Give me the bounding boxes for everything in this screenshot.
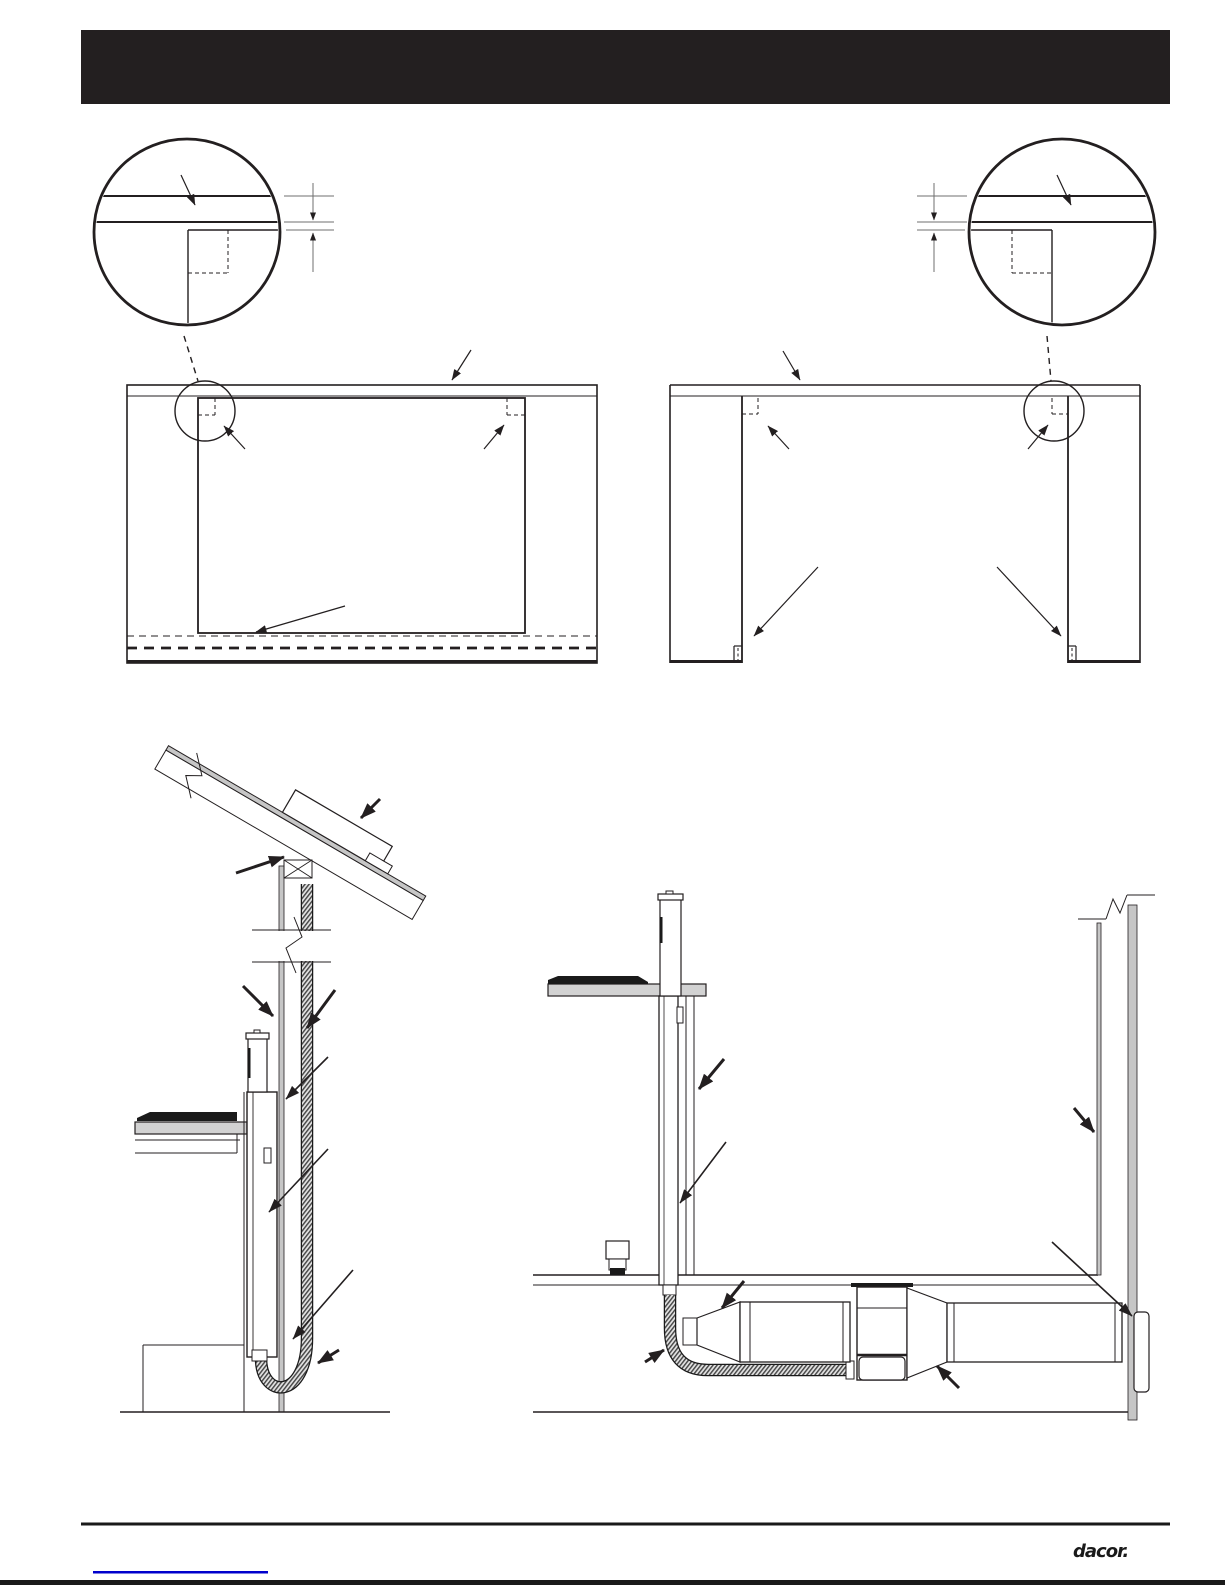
countertop-slab xyxy=(548,984,706,996)
electrical-outlet xyxy=(606,1241,629,1275)
arrow-countertop-edge xyxy=(452,350,471,380)
page-bottom-edge xyxy=(0,1580,1225,1585)
arrow-countertop-edge xyxy=(783,351,800,380)
callout-leader-line xyxy=(184,336,198,381)
arrow-corner-right xyxy=(1028,425,1048,449)
cooktop-profile xyxy=(548,976,648,984)
arrow-leg-right xyxy=(997,567,1061,636)
arrow-vent-body xyxy=(680,1142,726,1203)
arrow-roof-penetration xyxy=(236,857,284,873)
page-footer xyxy=(0,1524,1225,1585)
overlap-dimension xyxy=(917,183,967,272)
arrow-corner-left xyxy=(768,426,789,449)
duct-transition-left xyxy=(697,1302,740,1362)
blower-motor-housing xyxy=(859,1357,905,1380)
counter-cutout-wall-figure xyxy=(127,350,597,663)
arrow-vent-body xyxy=(269,1149,328,1212)
page-title-bar xyxy=(81,30,1170,104)
counter-cutout-open-figure xyxy=(670,351,1140,663)
countertop-slab xyxy=(135,1122,247,1134)
arrow-corner-left xyxy=(224,426,245,449)
cutout-opening xyxy=(198,398,525,633)
arrow-leg-left xyxy=(754,567,818,636)
transition-collar xyxy=(683,1318,697,1345)
countertop-section xyxy=(135,1112,247,1153)
island-countertop xyxy=(548,976,706,996)
wall-break-symbol xyxy=(1106,895,1127,919)
detail-callout-circle xyxy=(175,381,235,441)
downdraft-vent-unit xyxy=(658,891,683,1285)
vent-snorkel xyxy=(660,897,681,996)
corner-notch-dashed-left xyxy=(742,398,758,414)
arrow-duct-elbow xyxy=(645,1350,664,1362)
duct-connector xyxy=(252,1350,267,1361)
footer-link-underline[interactable] xyxy=(93,1571,268,1574)
duct-transition-right xyxy=(907,1288,947,1378)
magnified-detail-left xyxy=(94,139,334,381)
arrow-blower xyxy=(937,1366,959,1388)
arrow-roof-cap xyxy=(361,799,380,818)
vent-body xyxy=(659,996,678,1285)
arrow-support-chase xyxy=(699,1059,724,1089)
cooktop-profile xyxy=(137,1112,237,1121)
arrow-wall xyxy=(1074,1108,1094,1132)
magnified-detail-right xyxy=(917,139,1155,381)
overlap-dimension xyxy=(284,183,334,272)
arrow-corner-right xyxy=(484,425,504,449)
magnifier-circle xyxy=(969,139,1155,325)
underfloor-duct-section-figure xyxy=(533,891,1155,1420)
flex-duct-collar xyxy=(846,1361,854,1379)
vent-support-chase xyxy=(686,996,694,1275)
arrow-wall xyxy=(243,986,273,1016)
inline-blower xyxy=(851,1283,913,1380)
vent-body xyxy=(247,1092,277,1357)
roof-vent-section-figure xyxy=(120,723,439,1412)
corner-notch-dashed-right xyxy=(507,398,525,415)
vent-snorkel xyxy=(248,1036,267,1092)
arrow-cutout-front xyxy=(256,606,345,632)
wall-cap xyxy=(1134,1312,1149,1392)
callout-leader-line xyxy=(1047,336,1051,381)
arrow-duct-u-turn xyxy=(318,1350,339,1363)
dacor-logo: dacor. xyxy=(1073,1541,1129,1562)
downdraft-vent-unit xyxy=(246,1030,277,1361)
roof-assembly xyxy=(151,723,439,925)
rect-duct-left xyxy=(740,1302,850,1362)
corner-notch-dashed-right xyxy=(1052,398,1068,414)
snorkel-cap xyxy=(658,894,683,900)
rect-duct-right xyxy=(947,1303,1122,1362)
snorkel-cap xyxy=(246,1033,269,1039)
detail-callout-circle xyxy=(1024,381,1084,441)
vent-outlet-collar xyxy=(663,1285,676,1295)
wall-break-symbol xyxy=(250,917,333,973)
corner-notch-dashed-left xyxy=(198,398,215,415)
roof-duct-collar xyxy=(284,860,312,878)
magnifier-circle xyxy=(94,139,280,325)
interior-wall-line xyxy=(1097,923,1101,1275)
